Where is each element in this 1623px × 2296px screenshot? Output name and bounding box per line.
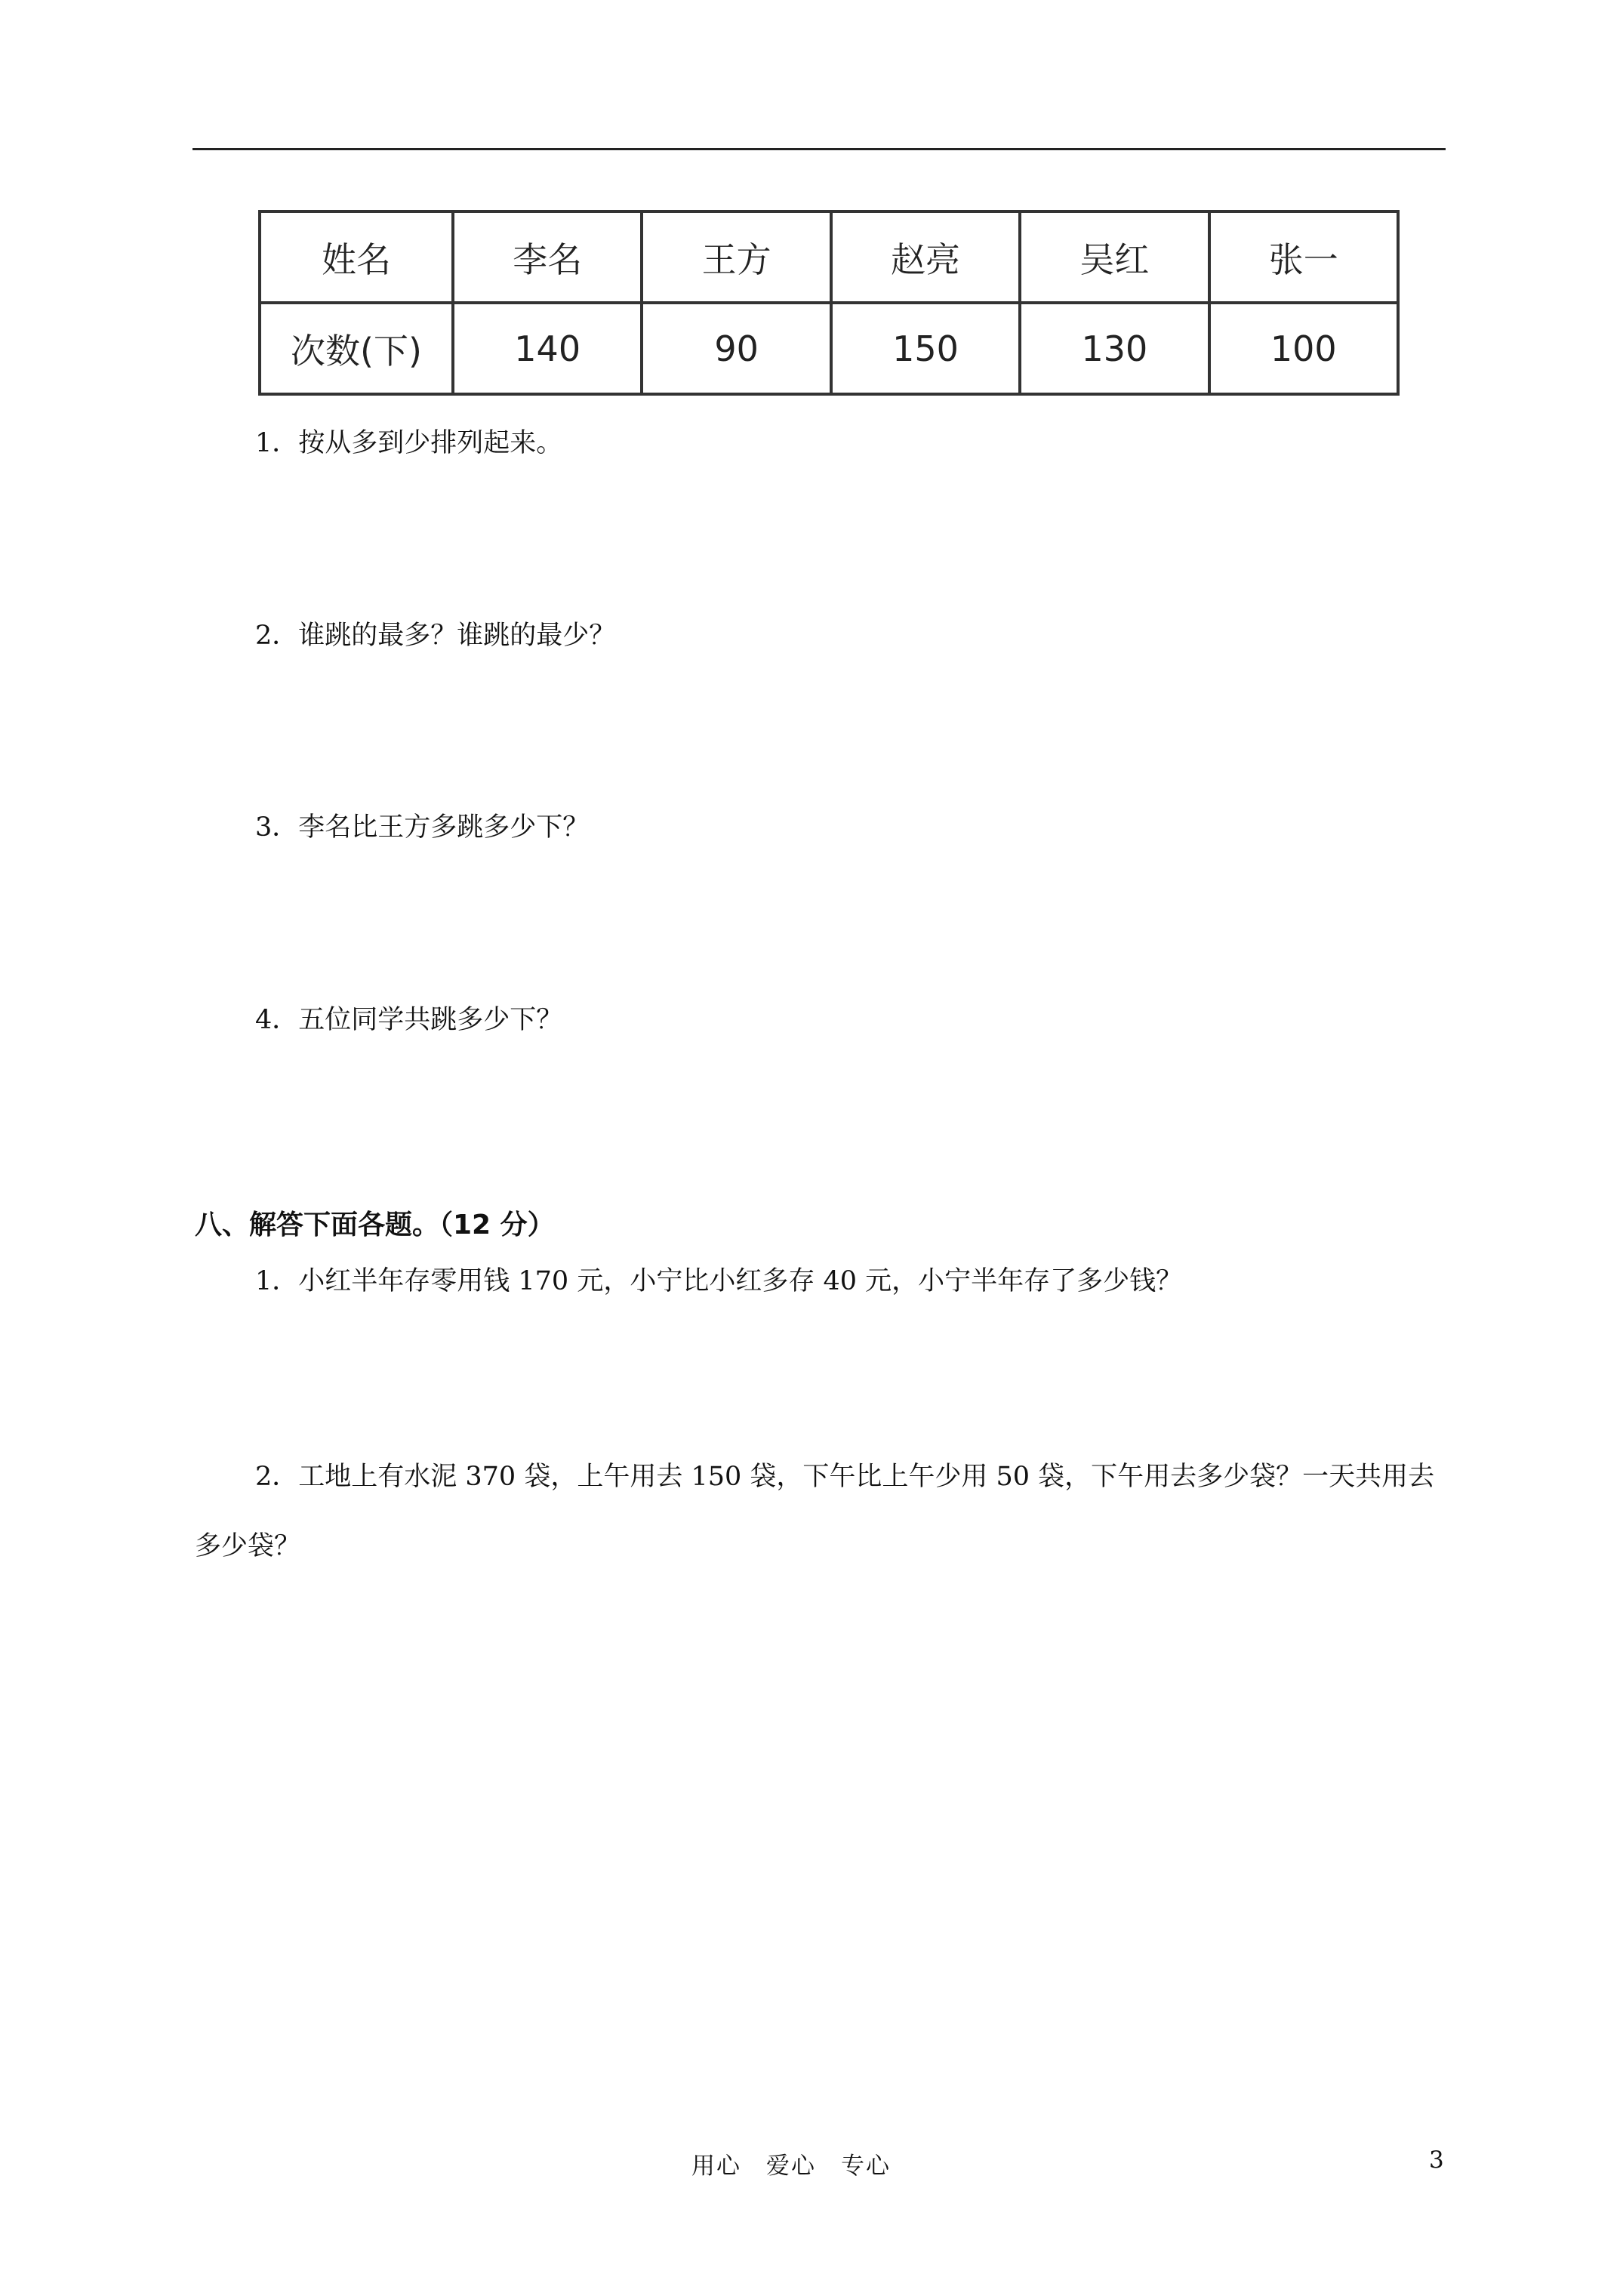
- jump-count-table: [258, 210, 1400, 396]
- table-cell-count: 140: [453, 303, 642, 394]
- table-row-counts: [260, 303, 1398, 394]
- table-cell-name: 张一: [1209, 211, 1398, 303]
- question-3: 3．李名比王方多跳多少下？: [255, 812, 590, 843]
- table-header-label: 姓名: [260, 211, 453, 303]
- page-number: 3: [1429, 2147, 1444, 2174]
- table-cell-count: 100: [1209, 303, 1398, 394]
- question-4: 4．五位同学共跳多少下？: [255, 1005, 563, 1035]
- table-cell-name: 吴红: [1020, 211, 1209, 303]
- table-row-label: 次数(下): [260, 303, 453, 394]
- table-cell-name: 王方: [642, 211, 830, 303]
- section-8-title: 八、解答下面各题。（12 分）: [195, 1210, 555, 1240]
- table-cell-count: 150: [831, 303, 1020, 394]
- table-cell-count: 90: [642, 303, 830, 394]
- problem-2: 2．工地上有水泥 370 袋，上午用去 150 袋，下午比上午少用 50 袋，下午用去多少袋？一天共用去多少袋？: [195, 1462, 1435, 1561]
- question-1: 1．按从多到少排列起来。: [255, 428, 563, 458]
- problem-1: 1．小红半年存零用钱 170 元，小宁比小红多存 40 元，小宁半年存了多少钱？: [255, 1266, 1183, 1296]
- table-row-names: [260, 211, 1398, 303]
- table-cell-name: 赵亮: [831, 211, 1020, 303]
- footer-motto: 用心 爱心 专心: [691, 2153, 891, 2180]
- question-2: 2．谁跳的最多？谁跳的最少？: [255, 621, 616, 651]
- table-cell-count: 130: [1020, 303, 1209, 394]
- table-cell-name: 李名: [453, 211, 642, 303]
- header-rule: [192, 148, 1446, 150]
